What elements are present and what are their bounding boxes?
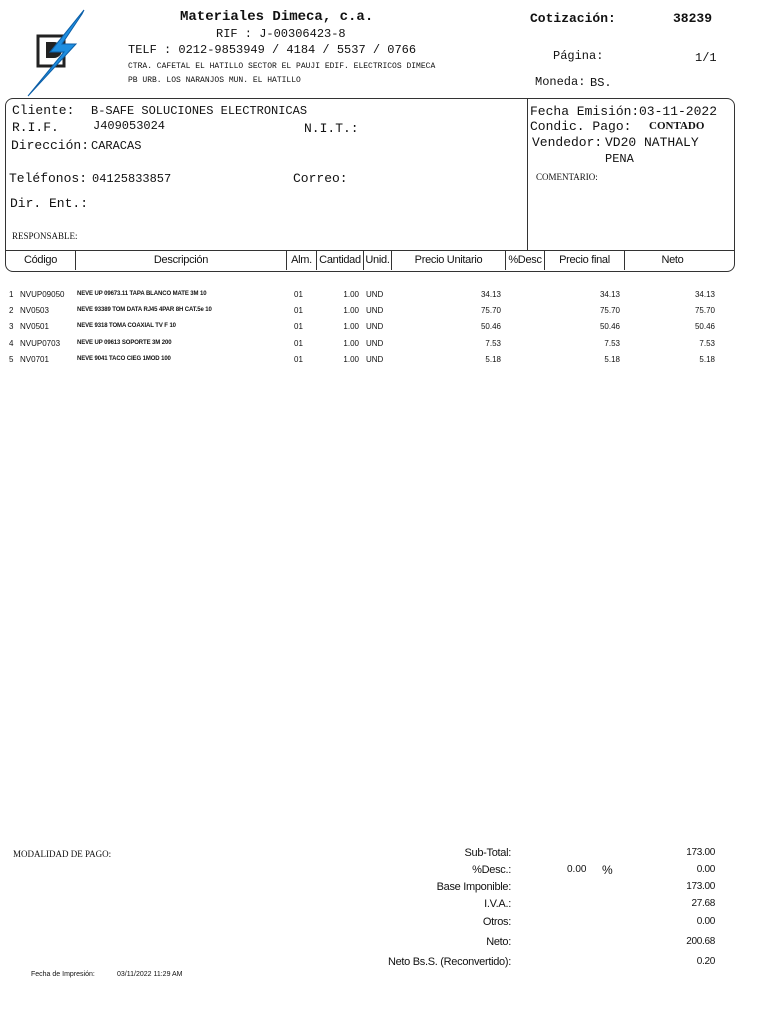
- row-cantidad: 1.00: [343, 306, 359, 315]
- otros-label: Otros:: [482, 916, 511, 928]
- row-descripcion: NEVE 9318 TOMA COAXIAL TV F 10: [77, 323, 176, 329]
- nit-label: N.I.T.:: [304, 121, 359, 136]
- row-precio-unitario: 5.18: [485, 355, 501, 364]
- column-header-neto: Neto: [661, 254, 684, 266]
- table-row: [0, 339, 768, 355]
- currency-label: Moneda:: [535, 75, 586, 89]
- company-phones: TELF : 0212-9853949 / 4184 / 5537 / 0766: [128, 43, 417, 57]
- row-number: 2: [9, 306, 14, 315]
- page-value: 1/1: [695, 51, 717, 65]
- row-precio-final: 7.53: [604, 339, 620, 348]
- cliente-label: Cliente:: [12, 103, 75, 118]
- desc-value: 0.00: [696, 864, 715, 875]
- row-codigo: NVUP09050: [20, 290, 65, 299]
- responsable-label: RESPONSABLE:: [12, 231, 78, 241]
- vendedor-value-line2: PENA: [605, 152, 634, 166]
- neto-value: 200.68: [686, 936, 715, 947]
- table-row: [0, 355, 768, 371]
- row-precio-final: 75.70: [599, 306, 620, 315]
- otros-value: 0.00: [696, 916, 715, 927]
- client-box-divider: [527, 99, 528, 251]
- lightning-bolt-d-logo-icon: [24, 8, 92, 98]
- row-precio-final: 50.46: [599, 322, 620, 331]
- row-precio-unitario: 7.53: [485, 339, 501, 348]
- condic-pago-value: CONTADO: [649, 120, 705, 132]
- neto-reconvertido-value: 0.20: [696, 956, 715, 967]
- subtotal-value: 173.00: [686, 847, 715, 858]
- column-header-desc: %Desc: [508, 254, 542, 266]
- row-unid: UND: [366, 306, 384, 315]
- neto-label: Neto:: [486, 936, 511, 948]
- column-header-precio-final: Precio final: [559, 254, 610, 266]
- iva-label: I.V.A.:: [484, 898, 511, 910]
- table-row: [0, 290, 768, 306]
- row-alm: 01: [294, 339, 303, 348]
- dir-ent-label: Dir. Ent.:: [10, 196, 89, 211]
- row-unid: UND: [366, 290, 384, 299]
- iva-value: 27.68: [691, 898, 715, 909]
- row-codigo: NV0503: [20, 306, 49, 315]
- row-cantidad: 1.00: [343, 322, 359, 331]
- row-descripcion: NEVE UP 09673.11 TAPA BLANCO MATE 3M 10: [77, 291, 207, 297]
- row-precio-unitario: 75.70: [480, 306, 501, 315]
- column-header-precio-unitario: Precio Unitario: [414, 254, 483, 266]
- direccion-value: CARACAS: [91, 139, 142, 153]
- column-header-descripcion: Descripción: [153, 254, 209, 266]
- rif-value: J409053024: [93, 119, 166, 133]
- column-header-unid: Unid.: [365, 254, 390, 266]
- desc-percent-value: 0.00: [567, 864, 587, 875]
- quote-number: 38239: [673, 11, 713, 26]
- fecha-emision-value: 03-11-2022: [639, 104, 718, 119]
- row-cantidad: 1.00: [343, 355, 359, 364]
- company-logo: [24, 8, 92, 98]
- modalidad-pago-label: MODALIDAD DE PAGO:: [13, 849, 112, 859]
- condic-pago-label: Condic. Pago:: [530, 119, 632, 134]
- row-unid: UND: [366, 339, 384, 348]
- row-codigo: NV0701: [20, 355, 49, 364]
- vendedor-value: VD20 NATHALY: [605, 135, 699, 150]
- row-descripcion: NEVE UP 09613 SOPORTE 3M 200: [77, 340, 172, 346]
- row-cantidad: 1.00: [343, 339, 359, 348]
- column-header-cantidad: Cantidad: [319, 254, 361, 266]
- row-number: 1: [9, 290, 14, 299]
- row-unid: UND: [366, 322, 384, 331]
- column-header-codigo: Código: [23, 254, 58, 266]
- row-neto: 5.18: [699, 355, 715, 364]
- company-address-line1: CTRA. CAFETAL EL HATILLO SECTOR EL PAUJI EDIF. ELECTRICOS DIMECA: [128, 62, 436, 71]
- row-neto: 75.70: [694, 306, 715, 315]
- company-name: Materiales Dimeca, c.a.: [180, 9, 374, 25]
- row-precio-final: 34.13: [599, 290, 620, 299]
- telefonos-value: 04125833857: [92, 172, 172, 186]
- row-precio-unitario: 34.13: [480, 290, 501, 299]
- fecha-impresion-label: Fecha de Impresión:: [31, 971, 95, 978]
- row-precio-final: 5.18: [604, 355, 620, 364]
- row-alm: 01: [294, 306, 303, 315]
- vendedor-label: Vendedor:: [532, 135, 603, 150]
- correo-label: Correo:: [293, 171, 348, 186]
- row-alm: 01: [294, 355, 303, 364]
- row-number: 4: [9, 339, 14, 348]
- fecha-impresion-value: 03/11/2022 11:29 AM: [117, 971, 183, 978]
- row-neto: 34.13: [694, 290, 715, 299]
- fecha-emision-label: Fecha Emisión:: [530, 104, 640, 119]
- cliente-value: B-SAFE SOLUCIONES ELECTRONICAS: [91, 104, 308, 118]
- page-label: Página:: [553, 49, 604, 63]
- row-codigo: NV0501: [20, 322, 49, 331]
- row-neto: 50.46: [694, 322, 715, 331]
- row-descripcion: NEVE 93389 TOM DATA RJ45 4PAR 8H CAT.5e 10: [77, 307, 212, 313]
- comentario-label: COMENTARIO:: [536, 172, 598, 182]
- row-precio-unitario: 50.46: [480, 322, 501, 331]
- desc-percent-sign: %: [602, 863, 613, 877]
- company-rif: RIF : J-00306423-8: [216, 27, 346, 41]
- row-alm: 01: [294, 322, 303, 331]
- currency-value: BS.: [590, 76, 612, 90]
- row-number: 5: [9, 355, 14, 364]
- subtotal-label: Sub-Total:: [464, 847, 511, 859]
- base-imponible-value: 173.00: [686, 881, 715, 892]
- row-neto: 7.53: [699, 339, 715, 348]
- rif-label: R.I.F.: [12, 120, 59, 135]
- table-row: [0, 306, 768, 322]
- row-descripcion: NEVE 9041 TACO CIEG 1MOD 100: [77, 356, 171, 362]
- row-unid: UND: [366, 355, 384, 364]
- table-row: [0, 322, 768, 338]
- column-header-alm: Alm.: [291, 254, 312, 266]
- row-codigo: NVUP0703: [20, 339, 61, 348]
- row-cantidad: 1.00: [343, 290, 359, 299]
- row-number: 3: [9, 322, 14, 331]
- document-type-label: Cotización:: [530, 11, 616, 26]
- neto-reconvertido-label: Neto Bs.S. (Reconvertido):: [387, 956, 511, 968]
- direccion-label: Dirección:: [11, 138, 90, 153]
- telefonos-label: Teléfonos:: [9, 171, 88, 186]
- base-imponible-label: Base Imponible:: [436, 881, 511, 893]
- desc-label: %Desc.:: [472, 864, 511, 876]
- row-alm: 01: [294, 290, 303, 299]
- company-address-line2: PB URB. LOS NARANJOS MUN. EL HATILLO: [128, 76, 301, 85]
